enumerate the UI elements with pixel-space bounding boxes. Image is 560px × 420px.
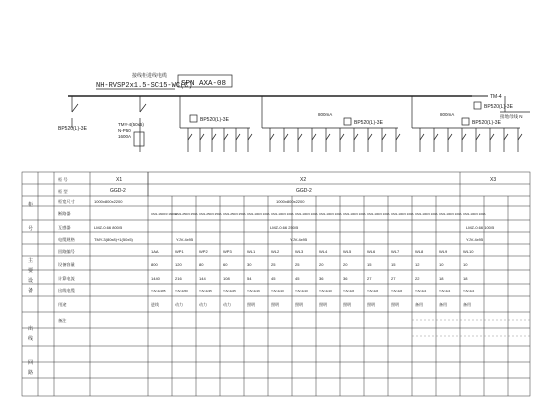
out-cable-cell: YJV-4x185 — [151, 289, 166, 293]
cable-spec: YJV-4x95 — [466, 237, 484, 242]
row-label: 用途 — [58, 302, 67, 307]
out-cable-cell: YJV-4x4 — [415, 289, 427, 293]
out-cable-cell: YJV-4x16 — [247, 289, 260, 293]
load-cell: 12 — [415, 262, 420, 267]
purpose-cell: 照明 — [271, 302, 279, 307]
breaker-spec-cell: CM1-100/3 100A — [439, 212, 462, 216]
incoming-cable-top-label: 接线柜进线电缆 — [132, 73, 168, 79]
breaker-spec-cell: CM1-100/3 100A — [247, 212, 270, 216]
breaker-spec-cell: CM1-100/3 100A — [391, 212, 414, 216]
row-label: 备注 — [58, 318, 67, 323]
breaker-spec-cell: CM1-100/3 100A — [295, 212, 318, 216]
breaker-spec-cell: CM1-250/3 250A — [175, 212, 198, 216]
breaker-label-3: BP520(L)-3E — [354, 120, 383, 126]
group-label: X3 — [490, 177, 497, 183]
breaker-label-2: BP520(L)-3E — [200, 117, 229, 123]
group-label: X1 — [116, 177, 123, 183]
switch-blade — [72, 104, 78, 112]
current-cell: 1440 — [151, 276, 160, 281]
cabinet-size: 1000x800x2200 — [94, 199, 123, 204]
load-cell: 25 — [295, 262, 300, 267]
bus-box-label: SPN AXA-08 — [181, 80, 227, 88]
schedule-table — [22, 172, 530, 396]
row-label: 柜 号 — [58, 177, 68, 182]
purpose-cell: 照明 — [319, 302, 327, 307]
load-cell: 60 — [223, 262, 228, 267]
purpose-cell: 照明 — [391, 302, 399, 307]
cabinet-type: GGD-2 — [296, 188, 312, 194]
incomer-rating: 1600A — [118, 134, 132, 139]
purpose-cell: 照明 — [343, 302, 351, 307]
purpose-cell: 备用 — [415, 302, 423, 307]
purpose-cell: 照明 — [247, 302, 255, 307]
left-vertical-headers — [28, 201, 33, 376]
breaker-spec-cell: CM1-100/3 100A — [271, 212, 294, 216]
row-label: 柜 型 — [58, 189, 68, 194]
circuit-id-cell: WP1 — [175, 249, 184, 254]
out-cable-cell: YJV-4x10 — [271, 289, 284, 293]
circuit-id-cell: WL9 — [439, 249, 448, 254]
row-label: 出线电缆 — [58, 288, 75, 293]
circuit-id-cell: WL6 — [367, 249, 376, 254]
row-label: 电缆规格 — [58, 237, 75, 242]
purpose-cell: 动力 — [199, 302, 207, 307]
out-cable-cell: YJV-4x10 — [295, 289, 308, 293]
load-cell: 10 — [439, 262, 444, 267]
vert-header: 回 — [28, 360, 34, 366]
load-cell: 800 — [151, 262, 158, 267]
load-cell: 10 — [463, 262, 468, 267]
incomer-sub-label-2: N-P50 — [118, 128, 131, 133]
row-labels — [58, 176, 76, 324]
out-cable-cell: YJV-4x4 — [463, 289, 475, 293]
breaker-box-4 — [462, 118, 469, 125]
vert-header: 主 — [28, 258, 34, 264]
circuit-id-cell: 1AA — [151, 249, 159, 254]
breaker-spec-cell: CM1-100/3 100A — [319, 212, 342, 216]
switch-blade — [140, 104, 146, 112]
schematic — [58, 72, 530, 152]
rake-2-sub-label: 800mA — [318, 112, 333, 117]
purpose-cell: 照明 — [295, 302, 303, 307]
load-cell: 30 — [247, 262, 252, 267]
breaker-label-1: BP520(L)-3E — [58, 126, 87, 132]
row-label: 计算电流 — [58, 276, 75, 281]
circuit-id-cell: WL4 — [319, 249, 328, 254]
current-cell: 45 — [271, 276, 276, 281]
vert-header: 柜 — [28, 202, 34, 208]
vert-header: 路 — [28, 370, 34, 376]
ct-spec: LMZ-0.66 800/5 — [94, 225, 123, 230]
current-cell: 36 — [343, 276, 348, 281]
rake-1-feeders — [188, 128, 252, 152]
load-cell: 25 — [271, 262, 276, 267]
breaker-spec-cell: CM1-100/3 100A — [343, 212, 366, 216]
circuit-id-cell: WL7 — [391, 249, 400, 254]
vert-header: 出 — [28, 326, 34, 332]
ct-spec: LMZ-0.66 250/5 — [270, 225, 299, 230]
current-cell: 18 — [439, 276, 444, 281]
rake-2-feeders — [270, 128, 400, 152]
current-cell: 27 — [391, 276, 396, 281]
current-cell: 144 — [199, 276, 206, 281]
cable-spec: YJV-4x95 — [290, 237, 308, 242]
vert-header: 线 — [28, 336, 34, 342]
row-label: 断路器 — [58, 211, 71, 216]
row-label: 回路编号 — [58, 249, 75, 254]
load-cell: 15 — [367, 262, 372, 267]
breaker-spec-cell: CM1-100/3 100A — [463, 212, 486, 216]
row-label: 柜宽尺寸 — [58, 199, 75, 204]
group-label: X2 — [300, 177, 307, 183]
group-header — [110, 177, 496, 194]
purpose-cell: 照明 — [367, 302, 375, 307]
ct-spec: LMZ-0.66 100/5 — [466, 225, 495, 230]
rake-3-feeders — [420, 128, 522, 152]
vert-header: 备 — [28, 288, 34, 294]
circuit-id-cell: WL5 — [343, 249, 352, 254]
out-cable-cell: YJV-4x50 — [175, 289, 188, 293]
breaker-spec-cell: CM1-250/3 250A — [223, 212, 246, 216]
current-cell: 27 — [367, 276, 372, 281]
breaker-spec-cell: CM1-100/3 100A — [415, 212, 438, 216]
circuit-id-cell: WL10 — [463, 249, 474, 254]
breaker-label-5: BP520(L)-3E — [484, 104, 513, 110]
vert-header: 设 — [28, 278, 34, 284]
load-cell: 120 — [175, 262, 182, 267]
load-cell: 15 — [391, 262, 396, 267]
breaker-spec-cell: CM1-100/3 100A — [367, 212, 390, 216]
current-cell: 216 — [175, 276, 182, 281]
row-label: 设备容量 — [58, 262, 75, 267]
row-label: 互感器 — [58, 225, 71, 230]
load-cell: 80 — [199, 262, 204, 267]
current-cell: 36 — [319, 276, 324, 281]
load-cell: 20 — [319, 262, 324, 267]
purpose-cell: 动力 — [175, 302, 183, 307]
vert-header: 号 — [28, 226, 34, 232]
current-cell: 18 — [463, 276, 468, 281]
current-cell: 108 — [223, 276, 230, 281]
out-cable-cell: YJV-4x4 — [439, 289, 451, 293]
rake-3-sub-label: 800mA — [440, 112, 455, 117]
incoming-cable-spec: NH-RVSP2x1.5-SC15-WC(C) — [96, 82, 193, 90]
out-cable-cell: YJV-4x6 — [343, 289, 355, 293]
incomer-sub-label: TMY-4(50x5) — [118, 122, 144, 127]
bus-end-label: TM-4 — [490, 94, 502, 100]
cabinet-size: 1000x800x2200 — [276, 199, 305, 204]
cable-spec: TMY-3(80x8)+1(50x5) — [94, 237, 133, 242]
out-cable-cell: YJV-4x6 — [367, 289, 379, 293]
out-cable-cell: YJV-4x10 — [319, 289, 332, 293]
purpose-cell: 备用 — [463, 302, 471, 307]
cabinet-type: GGD-2 — [110, 188, 126, 194]
size-row — [94, 199, 305, 204]
cable-row — [94, 237, 484, 242]
out-cable-cell: YJV-4x6 — [391, 289, 403, 293]
ground-label: 接地母线 N — [500, 114, 523, 119]
out-cable-cell: YJV-4x25 — [223, 289, 236, 293]
purpose-cell: 进线 — [151, 302, 159, 307]
vert-header: 要 — [28, 268, 34, 274]
circuit-id-cell: WL2 — [271, 249, 280, 254]
ct-row — [94, 225, 495, 230]
circuit-id-cell: WL1 — [247, 249, 256, 254]
breaker-label-4: BP520(L)-3E — [472, 120, 501, 126]
breaker-spec-cell: CM1-250/3 250A — [199, 212, 222, 216]
current-cell: 54 — [247, 276, 252, 281]
purpose-cell: 动力 — [223, 302, 231, 307]
load-cell: 20 — [343, 262, 348, 267]
breaker-box-2 — [190, 115, 197, 122]
breaker-box-5 — [474, 102, 481, 109]
circuit-id-cell: WP3 — [223, 249, 232, 254]
circuit-id-cell: WL3 — [295, 249, 304, 254]
meter-box — [134, 132, 144, 146]
circuit-id-cell: WL8 — [415, 249, 424, 254]
grid-cells — [151, 212, 486, 307]
purpose-cell: 备用 — [439, 302, 447, 307]
circuit-id-cell: WP2 — [199, 249, 208, 254]
breaker-spec-cell: CM1-1600/3 1600A — [151, 212, 178, 216]
breaker-box-3 — [344, 118, 351, 125]
out-cable-cell: YJV-4x35 — [199, 289, 212, 293]
current-cell: 22 — [415, 276, 420, 281]
current-cell: 45 — [295, 276, 300, 281]
cable-spec: YJV-4x95 — [176, 237, 194, 242]
